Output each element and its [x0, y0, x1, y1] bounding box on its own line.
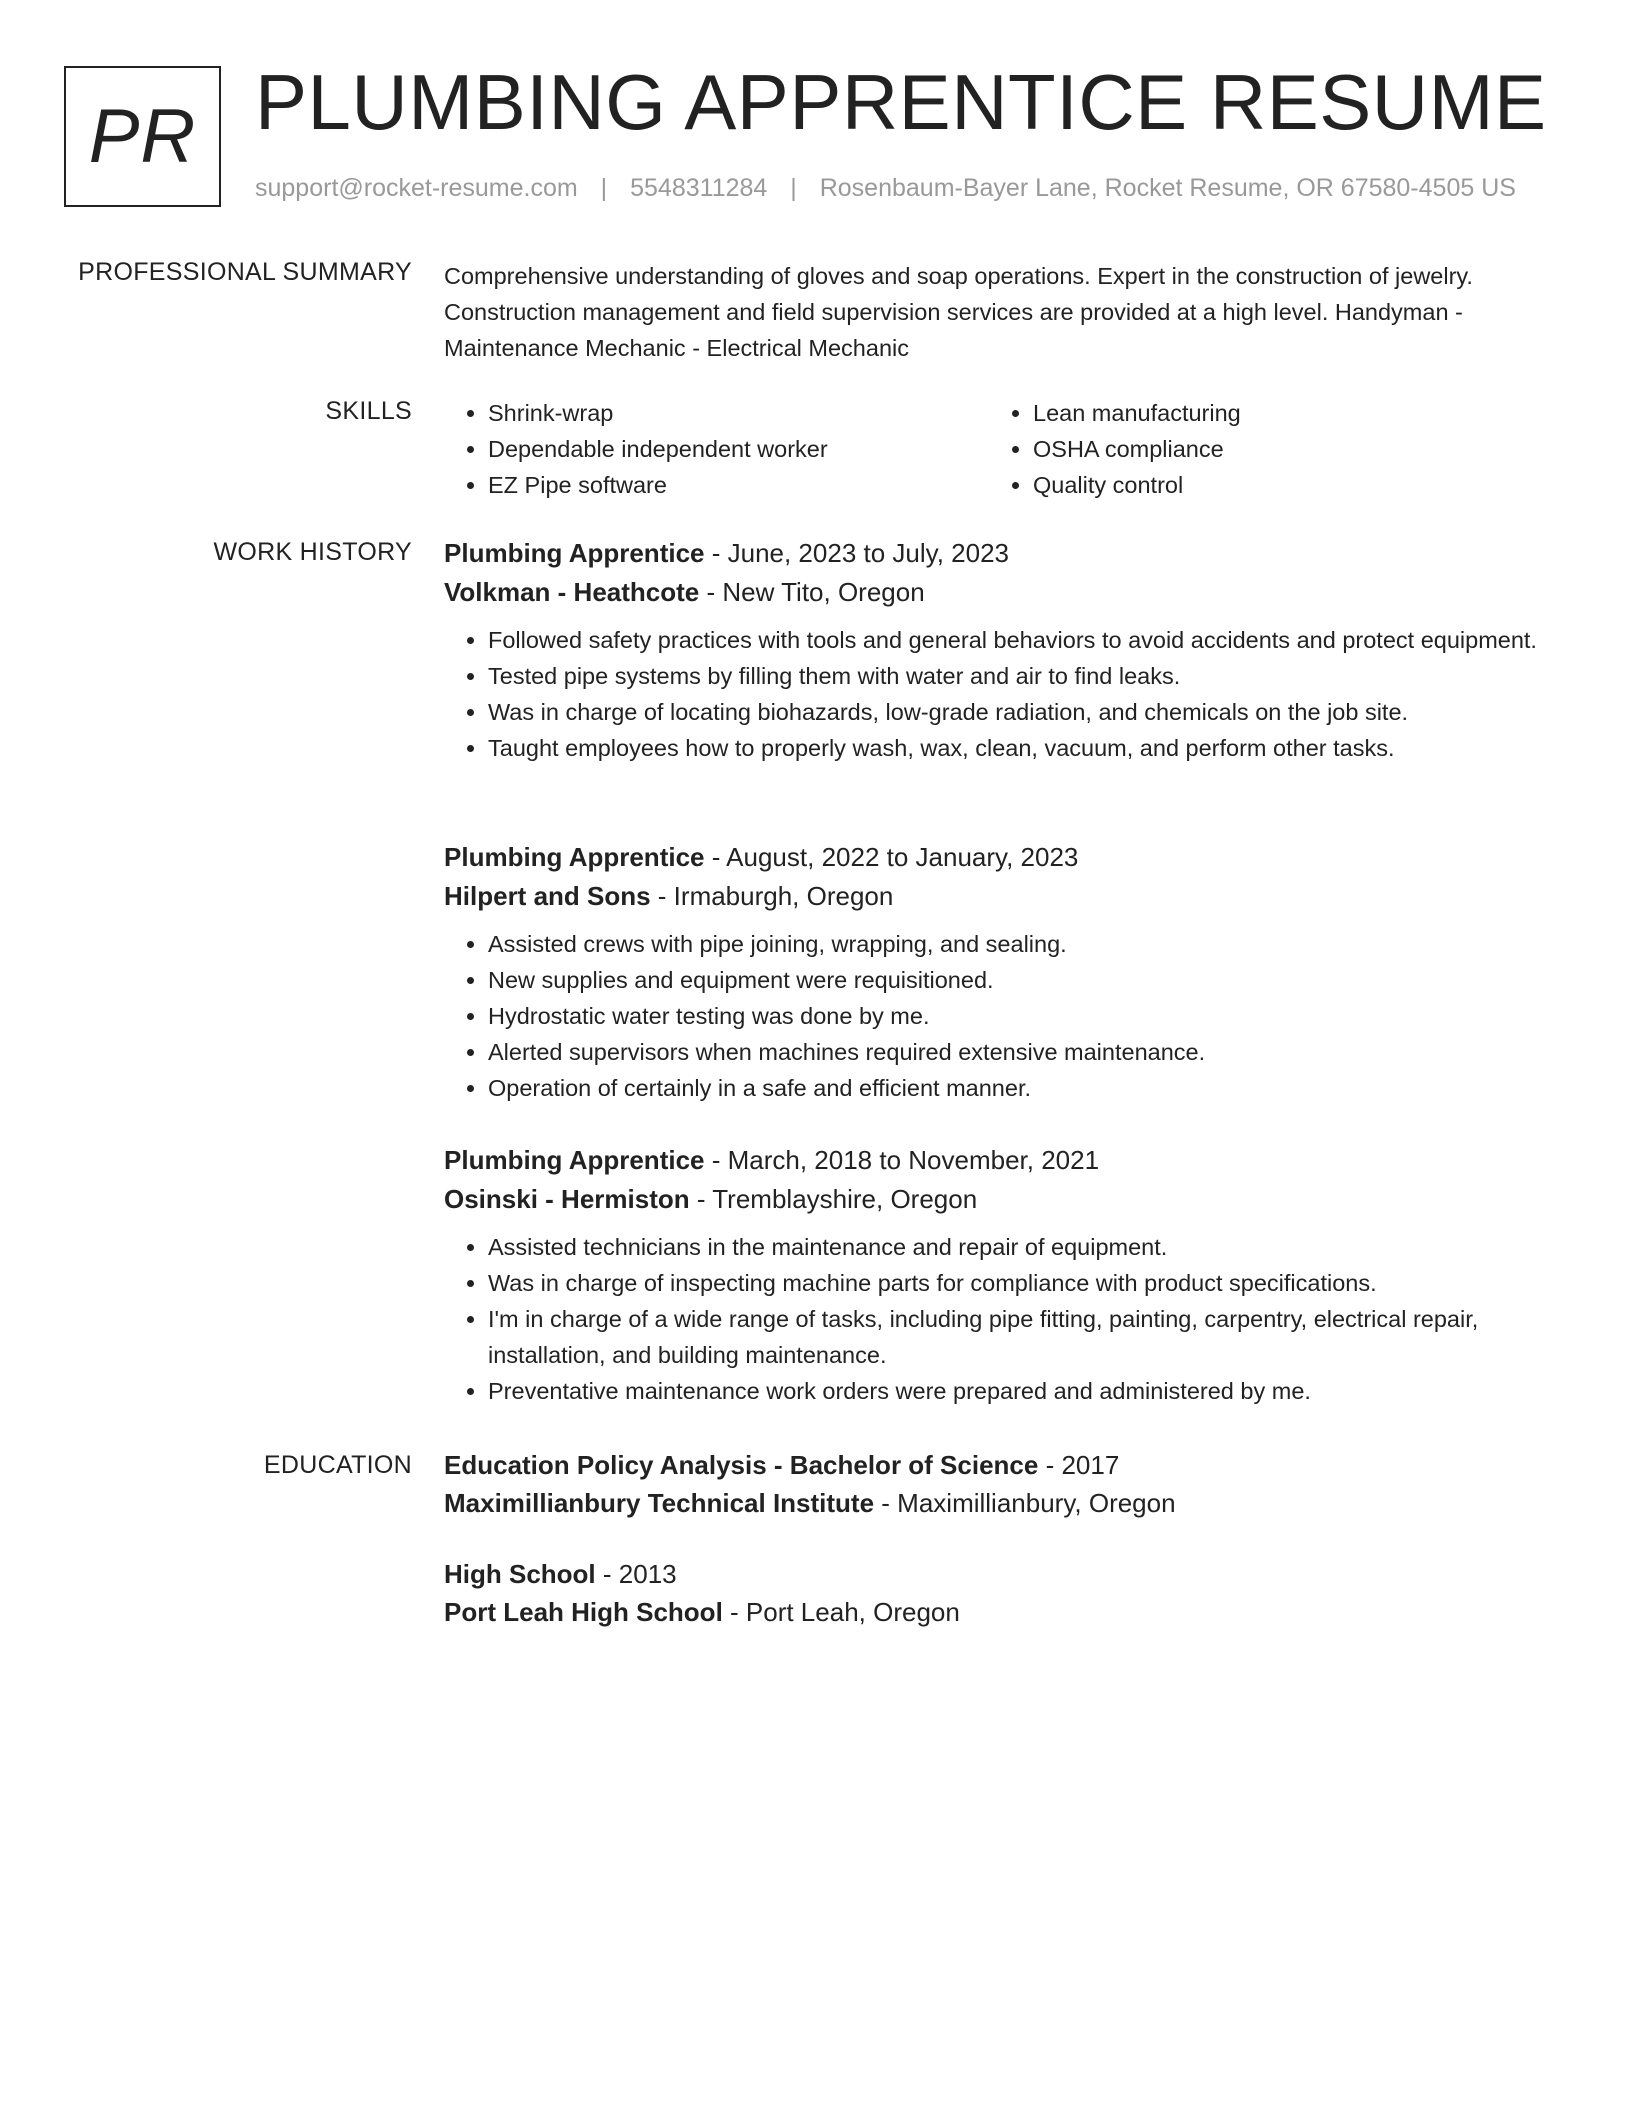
job-entry [444, 534, 1544, 766]
job-duty: • Assisted crews with pipe joining, wrapping, and sealing. [488, 926, 1544, 962]
job-duty: • Taught employees how to properly wash, wax, clean, vacuum, and perform other tasks. [488, 730, 1544, 766]
job-duty: • Alerted supervisors when machines required extensive maintenance. [488, 1034, 1544, 1070]
job-company-line [444, 573, 1544, 612]
job-duty: • Hydrostatic water testing was done by me. [488, 998, 1544, 1034]
contact-email[interactable]: support@rocket-resume.com [255, 174, 578, 202]
education-entry [444, 1555, 1544, 1631]
job-title-line [444, 1141, 1544, 1180]
summary-text: Comprehensive understanding of gloves and soap operations. Expert in the construction of jewelry. Construction management and field supervision services are provided at a high level. Handyman - Maintenance Mechanic - Electrical Mechanic [444, 263, 1473, 361]
education-entry [444, 1446, 1544, 1522]
job-dates: - March, 2018 to November, 2021 [704, 1145, 1100, 1175]
job-company: Volkman - Heathcote [444, 577, 700, 607]
resume-title: PLUMBING APPRENTICE RESUME [255, 58, 1547, 146]
education-degree-line [444, 1555, 1544, 1593]
job-duty: • Followed safety practices with tools and general behaviors to avoid accidents and protect equipment. [488, 622, 1544, 658]
education-degree-line [444, 1446, 1544, 1484]
education-school-line [444, 1484, 1544, 1522]
job-duties [444, 622, 1544, 766]
job-duty: • New supplies and equipment were requisitioned. [488, 962, 1544, 998]
education-degree: Education Policy Analysis - Bachelor of Science [444, 1450, 1039, 1480]
education-school: Port Leah High School [444, 1597, 723, 1627]
job-duties [444, 926, 1544, 1106]
job-duty: • I'm in charge of a wide range of tasks, including pipe fitting, painting, carpentry, electrical repair, installation, and building maintenance. [488, 1301, 1544, 1373]
education-degree: High School [444, 1559, 596, 1589]
education-year: - 2017 [1038, 1450, 1120, 1480]
job-duty: • Was in charge of locating biohazards, low-grade radiation, and chemicals on the job site. [488, 694, 1544, 730]
job-duty: • Tested pipe systems by filling them with water and air to find leaks. [488, 658, 1544, 694]
education-location: - Maximillianbury, Oregon [874, 1488, 1176, 1518]
job-title: Plumbing Apprentice [444, 538, 705, 568]
education-location: - Port Leah, Oregon [722, 1597, 960, 1627]
job-duty: • Operation of certainly in a safe and efficient manner. [488, 1070, 1544, 1106]
job-entry [444, 1141, 1544, 1409]
contact-phone[interactable]: 5548311284 [630, 174, 768, 202]
job-dates: - August, 2022 to January, 2023 [704, 842, 1079, 872]
job-title-line [444, 838, 1544, 877]
summary-section-label: PROFESSIONAL SUMMARY [78, 258, 412, 286]
skill-item: • Quality control [1033, 467, 1534, 503]
skill-item: • Shrink-wrap [488, 395, 989, 431]
job-duty: • Assisted technicians in the maintenance and repair of equipment. [488, 1229, 1544, 1265]
skill-item: • Lean manufacturing [1033, 395, 1534, 431]
job-location: - New Tito, Oregon [699, 577, 925, 607]
job-title: Plumbing Apprentice [444, 1145, 705, 1175]
job-company: Hilpert and Sons [444, 881, 651, 911]
job-location: - Irmaburgh, Oregon [650, 881, 894, 911]
contact-separator: | [790, 174, 797, 202]
job-duty: • Preventative maintenance work orders were prepared and administered by me. [488, 1373, 1544, 1409]
job-company-line [444, 1180, 1544, 1219]
monogram-badge [64, 66, 221, 207]
skills-section-label: SKILLS [325, 397, 412, 425]
job-duty: • Was in charge of inspecting machine parts for compliance with product specifications. [488, 1265, 1544, 1301]
work-section-label: WORK HISTORY [213, 538, 412, 566]
job-company: Osinski - Hermiston [444, 1184, 690, 1214]
skills-column-left [444, 395, 989, 503]
contact-address: Rosenbaum-Bayer Lane, Rocket Resume, OR 67580-4505 US [819, 174, 1516, 202]
education-year: - 2013 [595, 1559, 677, 1589]
contact-separator: | [600, 174, 608, 202]
job-dates: - June, 2023 to July, 2023 [704, 538, 1009, 568]
contact-line [255, 174, 1516, 203]
job-title: Plumbing Apprentice [444, 842, 705, 872]
skill-item: • Dependable independent worker [488, 431, 989, 467]
job-location: - Tremblayshire, Oregon [689, 1184, 978, 1214]
monogram-initials: PR [88, 94, 197, 179]
skills-column-right [989, 395, 1534, 503]
education-section-label: EDUCATION [263, 1451, 412, 1479]
job-company-line [444, 877, 1544, 916]
skill-item: • EZ Pipe software [488, 467, 989, 503]
skills-list [444, 395, 1544, 503]
job-title-line [444, 534, 1544, 573]
education-school: Maximillianbury Technical Institute [444, 1488, 875, 1518]
job-entry [444, 838, 1544, 1106]
job-duties [444, 1229, 1544, 1409]
education-school-line [444, 1593, 1544, 1631]
skill-item: • OSHA compliance [1033, 431, 1534, 467]
